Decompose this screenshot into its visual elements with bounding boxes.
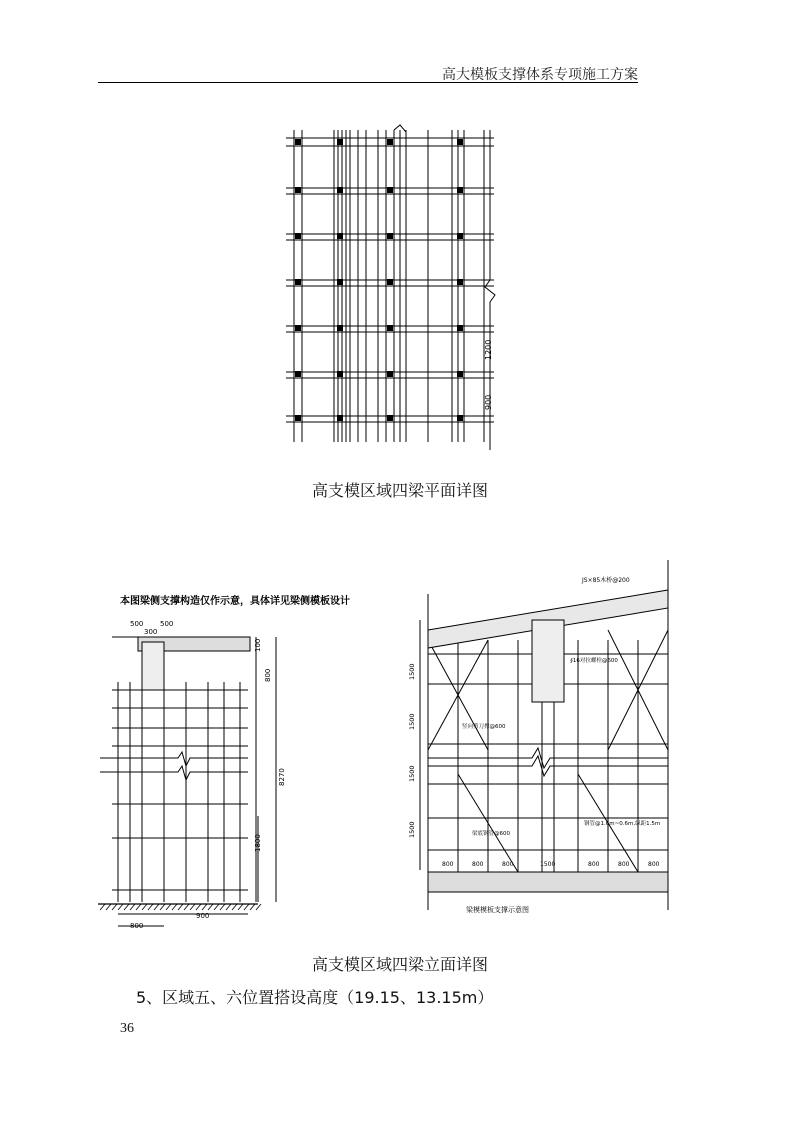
base-slab — [428, 872, 668, 892]
ground-hatch-line — [202, 904, 207, 910]
ground-hatch-line — [190, 904, 195, 910]
label-bolts: ∮16对拉螺栓@600 — [570, 658, 618, 664]
plan-node — [387, 325, 393, 331]
bottom-dim-label: 800 — [648, 861, 660, 868]
ground-hatch-line — [160, 904, 165, 910]
ground-hatch-line — [142, 904, 147, 910]
plan-caption: 高支模区域四梁平面详图 — [311, 481, 488, 500]
dim-bottom-800: 800 — [130, 922, 144, 930]
break-line-right-2 — [428, 756, 668, 776]
bottom-dim-label: 800 — [442, 861, 454, 868]
ground-hatch-line — [130, 904, 135, 910]
elevation-caption: 高支模区域四梁立面详图 — [311, 955, 488, 974]
ground-hatch-line — [208, 904, 213, 910]
ground-hatch-line — [238, 904, 243, 910]
ground-hatch-line — [124, 904, 129, 910]
beam-section — [142, 642, 164, 690]
plan-node — [337, 139, 343, 145]
ground-hatch-line — [148, 904, 153, 910]
plan-dim-label-900: 900 — [484, 394, 493, 410]
plan-node — [387, 233, 393, 239]
dim-bottom-900: 900 — [196, 912, 210, 920]
dim-r-3: 1500 — [408, 765, 416, 782]
ground-hatch-line — [214, 904, 219, 910]
ground-hatch-line — [178, 904, 183, 910]
bottom-dim-label: 800 — [588, 861, 600, 868]
plan-node — [457, 325, 463, 331]
dim-r-4: 1500 — [408, 821, 416, 838]
ground-hatch-line — [166, 904, 171, 910]
plan-node — [337, 325, 343, 331]
header-rule — [98, 82, 638, 83]
section-heading: 5、区域五、六位置搭设高度（19.15、13.15m） — [136, 988, 494, 1007]
dim-r-2: 1500 — [408, 713, 416, 730]
ground-hatch-line — [118, 904, 123, 910]
plan-node — [337, 187, 343, 193]
plan-node — [387, 139, 393, 145]
ground-hatch-line — [220, 904, 225, 910]
dim-r-1: 1500 — [408, 663, 416, 680]
label-pipe: 钢管@1.6m~0.6m,纵距1.5m — [584, 821, 661, 827]
dim-top-500-a: 500 — [130, 620, 144, 628]
ground-hatch-line — [196, 904, 201, 910]
label-beam-bottom: 梁底钢管@600 — [472, 831, 510, 837]
ground-hatch-line — [172, 904, 177, 910]
bottom-dim-label: 800 — [472, 861, 484, 868]
plan-node — [457, 187, 463, 193]
plan-node — [387, 187, 393, 193]
elevation-note: 本图梁侧支撑构造仅作示意，具体详见梁侧模板设计 — [120, 596, 350, 607]
ground-hatch-line — [250, 904, 255, 910]
plan-node — [387, 279, 393, 285]
bottom-dim-label: 800 — [618, 861, 630, 868]
plan-node — [295, 415, 301, 421]
ground-hatch-line — [136, 904, 141, 910]
plan-node — [295, 371, 301, 377]
ground-hatch-line — [244, 904, 249, 910]
dim-total-8270: 8270 — [278, 768, 286, 786]
break-line-right — [428, 748, 668, 768]
plan-node — [457, 233, 463, 239]
plan-node — [295, 279, 301, 285]
plan-node — [387, 415, 393, 421]
ground-hatch-line — [226, 904, 231, 910]
plan-node — [337, 415, 343, 421]
label-top: JS×85木桥@200 — [582, 577, 630, 584]
label-diag: 竖向剪刀撑@600 — [462, 724, 506, 730]
bottom-dim-label: 800 — [502, 861, 514, 868]
elevation-right-drawing — [392, 550, 682, 925]
ground-hatch-line — [256, 904, 261, 910]
plan-node — [295, 233, 301, 239]
dim-right-800: 800 — [264, 668, 272, 682]
page-number: 36 — [120, 1021, 134, 1036]
plan-dim-label-1200: 1200 — [484, 339, 493, 360]
break-band-2 — [100, 766, 248, 780]
plan-node — [457, 279, 463, 285]
ground-hatch-line — [106, 904, 111, 910]
elevation-left-drawing — [98, 590, 388, 935]
plan-drawing — [280, 120, 520, 455]
break-band — [100, 752, 248, 766]
bottom-caption: 梁模模板支撑示意图 — [466, 906, 529, 914]
plan-node — [387, 371, 393, 377]
ground-hatch-line — [232, 904, 237, 910]
beam-body — [532, 620, 564, 702]
plan-node — [337, 279, 343, 285]
plan-node — [457, 371, 463, 377]
ground-hatch-line — [184, 904, 189, 910]
plan-node — [337, 233, 343, 239]
dim-right-100: 100 — [254, 638, 262, 652]
plan-node — [337, 371, 343, 377]
page-header-title: 高大模板支撑体系专项施工方案 — [442, 67, 638, 83]
ground-hatch-line — [100, 904, 105, 910]
bottom-dim-label: 1500 — [540, 861, 556, 868]
ground-hatch-line — [154, 904, 159, 910]
dim-low-1800: 1800 — [254, 834, 262, 852]
ground-hatch-line — [112, 904, 117, 910]
plan-node — [457, 139, 463, 145]
plan-node — [295, 187, 301, 193]
plan-node — [295, 139, 301, 145]
dim-top-500-b: 500 — [160, 620, 174, 628]
dim-top-300: 300 — [144, 628, 158, 636]
plan-node — [295, 325, 301, 331]
plan-node — [457, 415, 463, 421]
